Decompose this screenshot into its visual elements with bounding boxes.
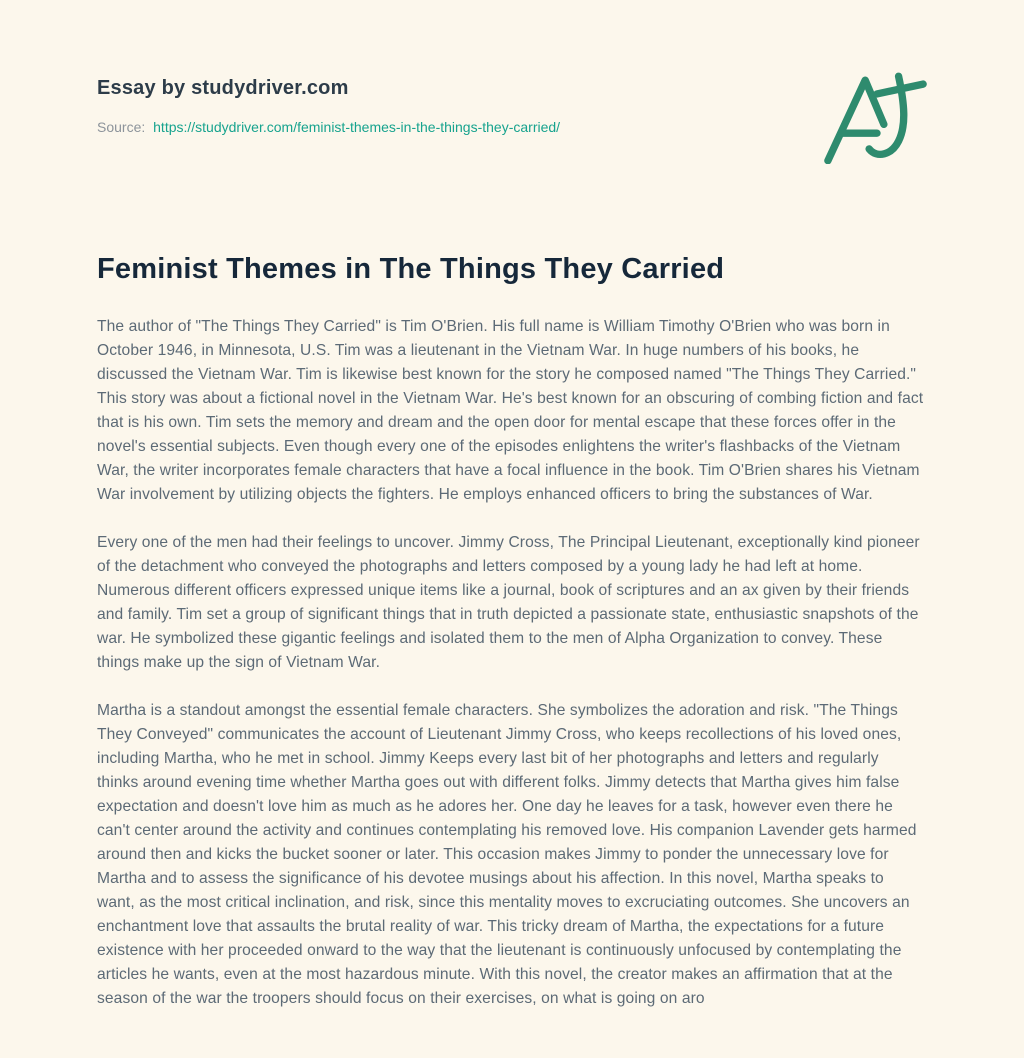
page-header	[97, 0, 924, 135]
source-label: Source:	[97, 119, 146, 135]
studydriver-logo-icon	[822, 70, 930, 164]
essay-paragraph-3: Martha is a standout amongst the essential female characters. She symbolizes the adoration and risk. "The Things They Conveyed" communicates the account of Lieutenant Jimmy Cross, who keeps recollections of his loved ones, including Martha, who he met in school. Jimmy Keeps every last bit of her photographs and letters and regularly thinks around evening time whether Martha goes out with different folks. Jimmy detects that Martha gives him false expectation and doesn't love him as much as he adores her. One day he leaves for a task, however even there he can't center around the activity and continues contemplating his removed love. His companion Lavender gets harmed around then and kicks the bucket sooner or later. This occasion makes Jimmy to ponder the unnecessary love for Martha and to assess the significance of his devotee musings about his affection. In this novel, Martha speaks to want, as the most critical inclination, and risk, since this mentality moves to excruciating outcomes. She uncovers an enchantment love that assaults the brutal reality of war. This tricky dream of Martha, the expectations for a future existence with her proceeded onward to the way that the lieutenant is continuously unfocused by contemplating the articles he wants, even at the most hazardous minute. With this novel, the creator makes an affirmation that at the season of the war the troopers should focus on their exercises, on what is going on aro	[97, 702, 917, 1007]
source-url-link[interactable]: https://studydriver.com/feminist-themes-in-the-things-they-carried/	[153, 119, 561, 135]
source-line	[97, 119, 924, 135]
essay-title: Feminist Themes in The Things They Carried	[97, 253, 725, 285]
byline: Essay by studydriver.com	[97, 77, 349, 99]
essay-body	[97, 251, 924, 1011]
essay-paragraph-1: The author of "The Things They Carried" is Tim O'Brien. His full name is William Timothy O'Brien who was born in October 1946, in Minnesota, U.S. Tim was a lieutenant in the Vietnam War. In huge numbers of his books, he discussed the Vietnam War. Tim is likewise best known for the story he composed named "The Things They Carried." This story was about a fictional novel in the Vietnam War. He's best known for an obscuring of combing fiction and fact that is his own. Tim sets the memory and dream and the open door for mental escape that these forces offer in the novel's essential subjects. Even though every one of the episodes enlightens the writer's flashbacks of the Vietnam War, the writer incorporates female characters that have a focal influence in the book. Tim O'Brien shares his Vietnam War involvement by utilizing objects the fighters. He employs enhanced officers to bring the substances of War.	[97, 318, 924, 503]
essay-paragraph-2: Every one of the men had their feelings to uncover. Jimmy Cross, The Principal Lieutenant, exceptionally kind pioneer of the detachment who conveyed the photographs and letters composed by a young lady he had left at home. Numerous different officers expressed unique items like a journal, book of scriptures and an ax given by their friends and family. Tim set a group of significant things that in truth depicted a passionate state, enthusiastic snapshots of the war. He symbolized these gigantic feelings and isolated them to the men of Alpha Organization to convey. These things make up the sign of Vietnam War.	[97, 534, 920, 671]
